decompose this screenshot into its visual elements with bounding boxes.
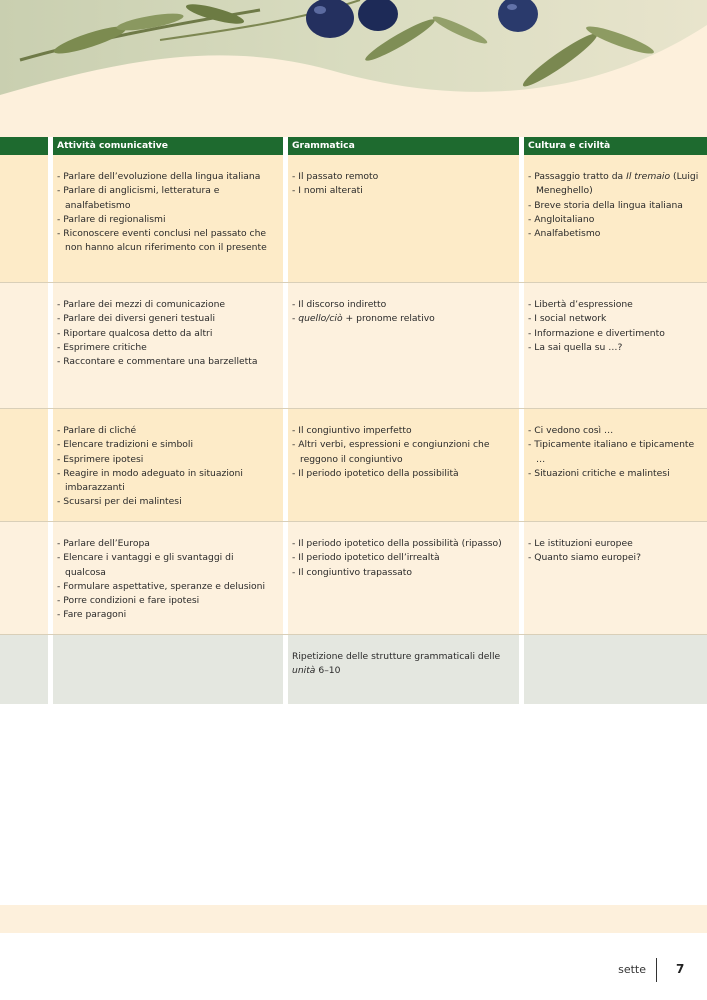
top-banner	[0, 0, 707, 137]
list-item: - Tipicamente italiano e tipicamente …	[528, 438, 701, 467]
bullet-list	[292, 298, 513, 327]
list-item: - Parlare di regionalismi	[57, 213, 277, 227]
bottom-strip	[0, 905, 707, 933]
list-item: - Passaggio tratto da Il tremaio (Luigi Meneghello)	[528, 170, 701, 199]
list-item: - Riconoscere eventi conclusi nel passato che non hanno alcun riferimento con il presente	[57, 227, 277, 256]
bullet-list	[57, 424, 277, 510]
table-header	[0, 137, 707, 155]
table-row	[0, 522, 707, 635]
list-item: - Altri verbi, espressioni e congiunzioni che reggono il congiuntivo	[292, 438, 513, 467]
list-item: - Informazione e divertimento	[528, 327, 701, 341]
list-item: - I social network	[528, 312, 701, 326]
list-item: - Parlare dei diversi generi testuali	[57, 312, 277, 326]
culture-cell	[524, 409, 707, 522]
communicative-cell	[53, 155, 283, 283]
grammar-cell	[288, 522, 519, 635]
footer-divider	[656, 958, 657, 982]
table-row	[0, 283, 707, 409]
list-item: - Formulare aspettative, speranze e delusioni	[57, 580, 277, 594]
list-item: - Scusarsi per dei malintesi	[57, 495, 277, 509]
list-item: - Esprimere ipotesi	[57, 453, 277, 467]
list-item: - Il congiuntivo imperfetto	[292, 424, 513, 438]
list-item: - Esprimere critiche	[57, 341, 277, 355]
olive-branch-photo	[0, 0, 707, 137]
communicative-cell	[53, 409, 283, 522]
list-item: - Il periodo ipotetico dell’irrealtà	[292, 551, 513, 565]
list-item: - Parlare di cliché	[57, 424, 277, 438]
bullet-list	[528, 424, 701, 481]
header-grammar: Grammatica	[292, 140, 355, 151]
list-item: - Libertà d’espressione	[528, 298, 701, 312]
list-item: - Elencare i vantaggi e gli svantaggi di qualcosa	[57, 551, 277, 580]
list-item: - Il periodo ipotetico della possibilità	[292, 467, 513, 481]
side-cell	[0, 409, 48, 522]
header-communicative: Attività comunicative	[57, 140, 168, 151]
grammar-cell	[288, 409, 519, 522]
list-item: - Riportare qualcosa detto da altri	[57, 327, 277, 341]
side-cell	[0, 283, 48, 409]
list-item: - Ci vedono così …	[528, 424, 701, 438]
list-item: - Il periodo ipotetico della possibilità (ripasso)	[292, 537, 513, 551]
list-item: - Reagire in modo adeguato in situazioni imbarazzanti	[57, 467, 277, 496]
list-item: - quello/ciò + pronome relativo	[292, 312, 513, 326]
page-word: sette	[618, 963, 646, 976]
list-item: - Elencare tradizioni e simboli	[57, 438, 277, 452]
list-item: - I nomi alterati	[292, 184, 513, 198]
table-row	[0, 409, 707, 522]
list-item: - La sai quella su …?	[528, 341, 701, 355]
culture-cell	[524, 155, 707, 283]
page-number: 7	[676, 962, 685, 976]
bullet-list	[292, 170, 513, 199]
list-item: - Il congiuntivo trapassato	[292, 566, 513, 580]
grammar-cell	[288, 155, 519, 283]
list-item: - Breve storia della lingua italiana	[528, 199, 701, 213]
review-grammar-cell	[288, 635, 519, 704]
list-item: - Raccontare e commentare una barzelletta	[57, 355, 277, 369]
list-item: - Parlare di anglicismi, letteratura e analfabetismo	[57, 184, 277, 213]
list-item: - Situazioni critiche e malintesi	[528, 467, 701, 481]
culture-cell	[524, 522, 707, 635]
list-item: - Parlare dell’Europa	[57, 537, 277, 551]
review-empty-cell	[53, 635, 283, 704]
bullet-list	[292, 537, 513, 580]
list-item: - Parlare dei mezzi di comunicazione	[57, 298, 277, 312]
side-cell	[0, 155, 48, 283]
list-item: - Il passato remoto	[292, 170, 513, 184]
communicative-cell	[53, 283, 283, 409]
table-row	[0, 155, 707, 283]
bullet-list	[57, 298, 277, 369]
communicative-cell	[53, 522, 283, 635]
review-culture-cell	[524, 635, 707, 704]
bullet-list	[292, 424, 513, 481]
list-item: - Quanto siamo europei?	[528, 551, 701, 565]
grammar-cell	[288, 283, 519, 409]
review-row	[0, 635, 707, 704]
list-item: - Porre condizioni e fare ipotesi	[57, 594, 277, 608]
side-cell	[0, 522, 48, 635]
list-item: - Angloitaliano	[528, 213, 701, 227]
list-item: - Il discorso indiretto	[292, 298, 513, 312]
list-item: - Parlare dell’evoluzione della lingua italiana	[57, 170, 277, 184]
bullet-list	[57, 170, 277, 256]
bullet-list	[57, 537, 277, 623]
list-item: - Fare paragoni	[57, 608, 277, 622]
bullet-list	[528, 298, 701, 355]
review-side-cell	[0, 635, 48, 704]
bullet-list	[528, 537, 701, 566]
header-culture: Cultura e civiltà	[528, 140, 611, 151]
review-text: Ripetizione delle strutture grammaticali delle unità 6–10	[292, 651, 501, 677]
list-item: - Analfabetismo	[528, 227, 701, 241]
bullet-list	[528, 170, 701, 241]
culture-cell	[524, 283, 707, 409]
list-item: - Le istituzioni europee	[528, 537, 701, 551]
